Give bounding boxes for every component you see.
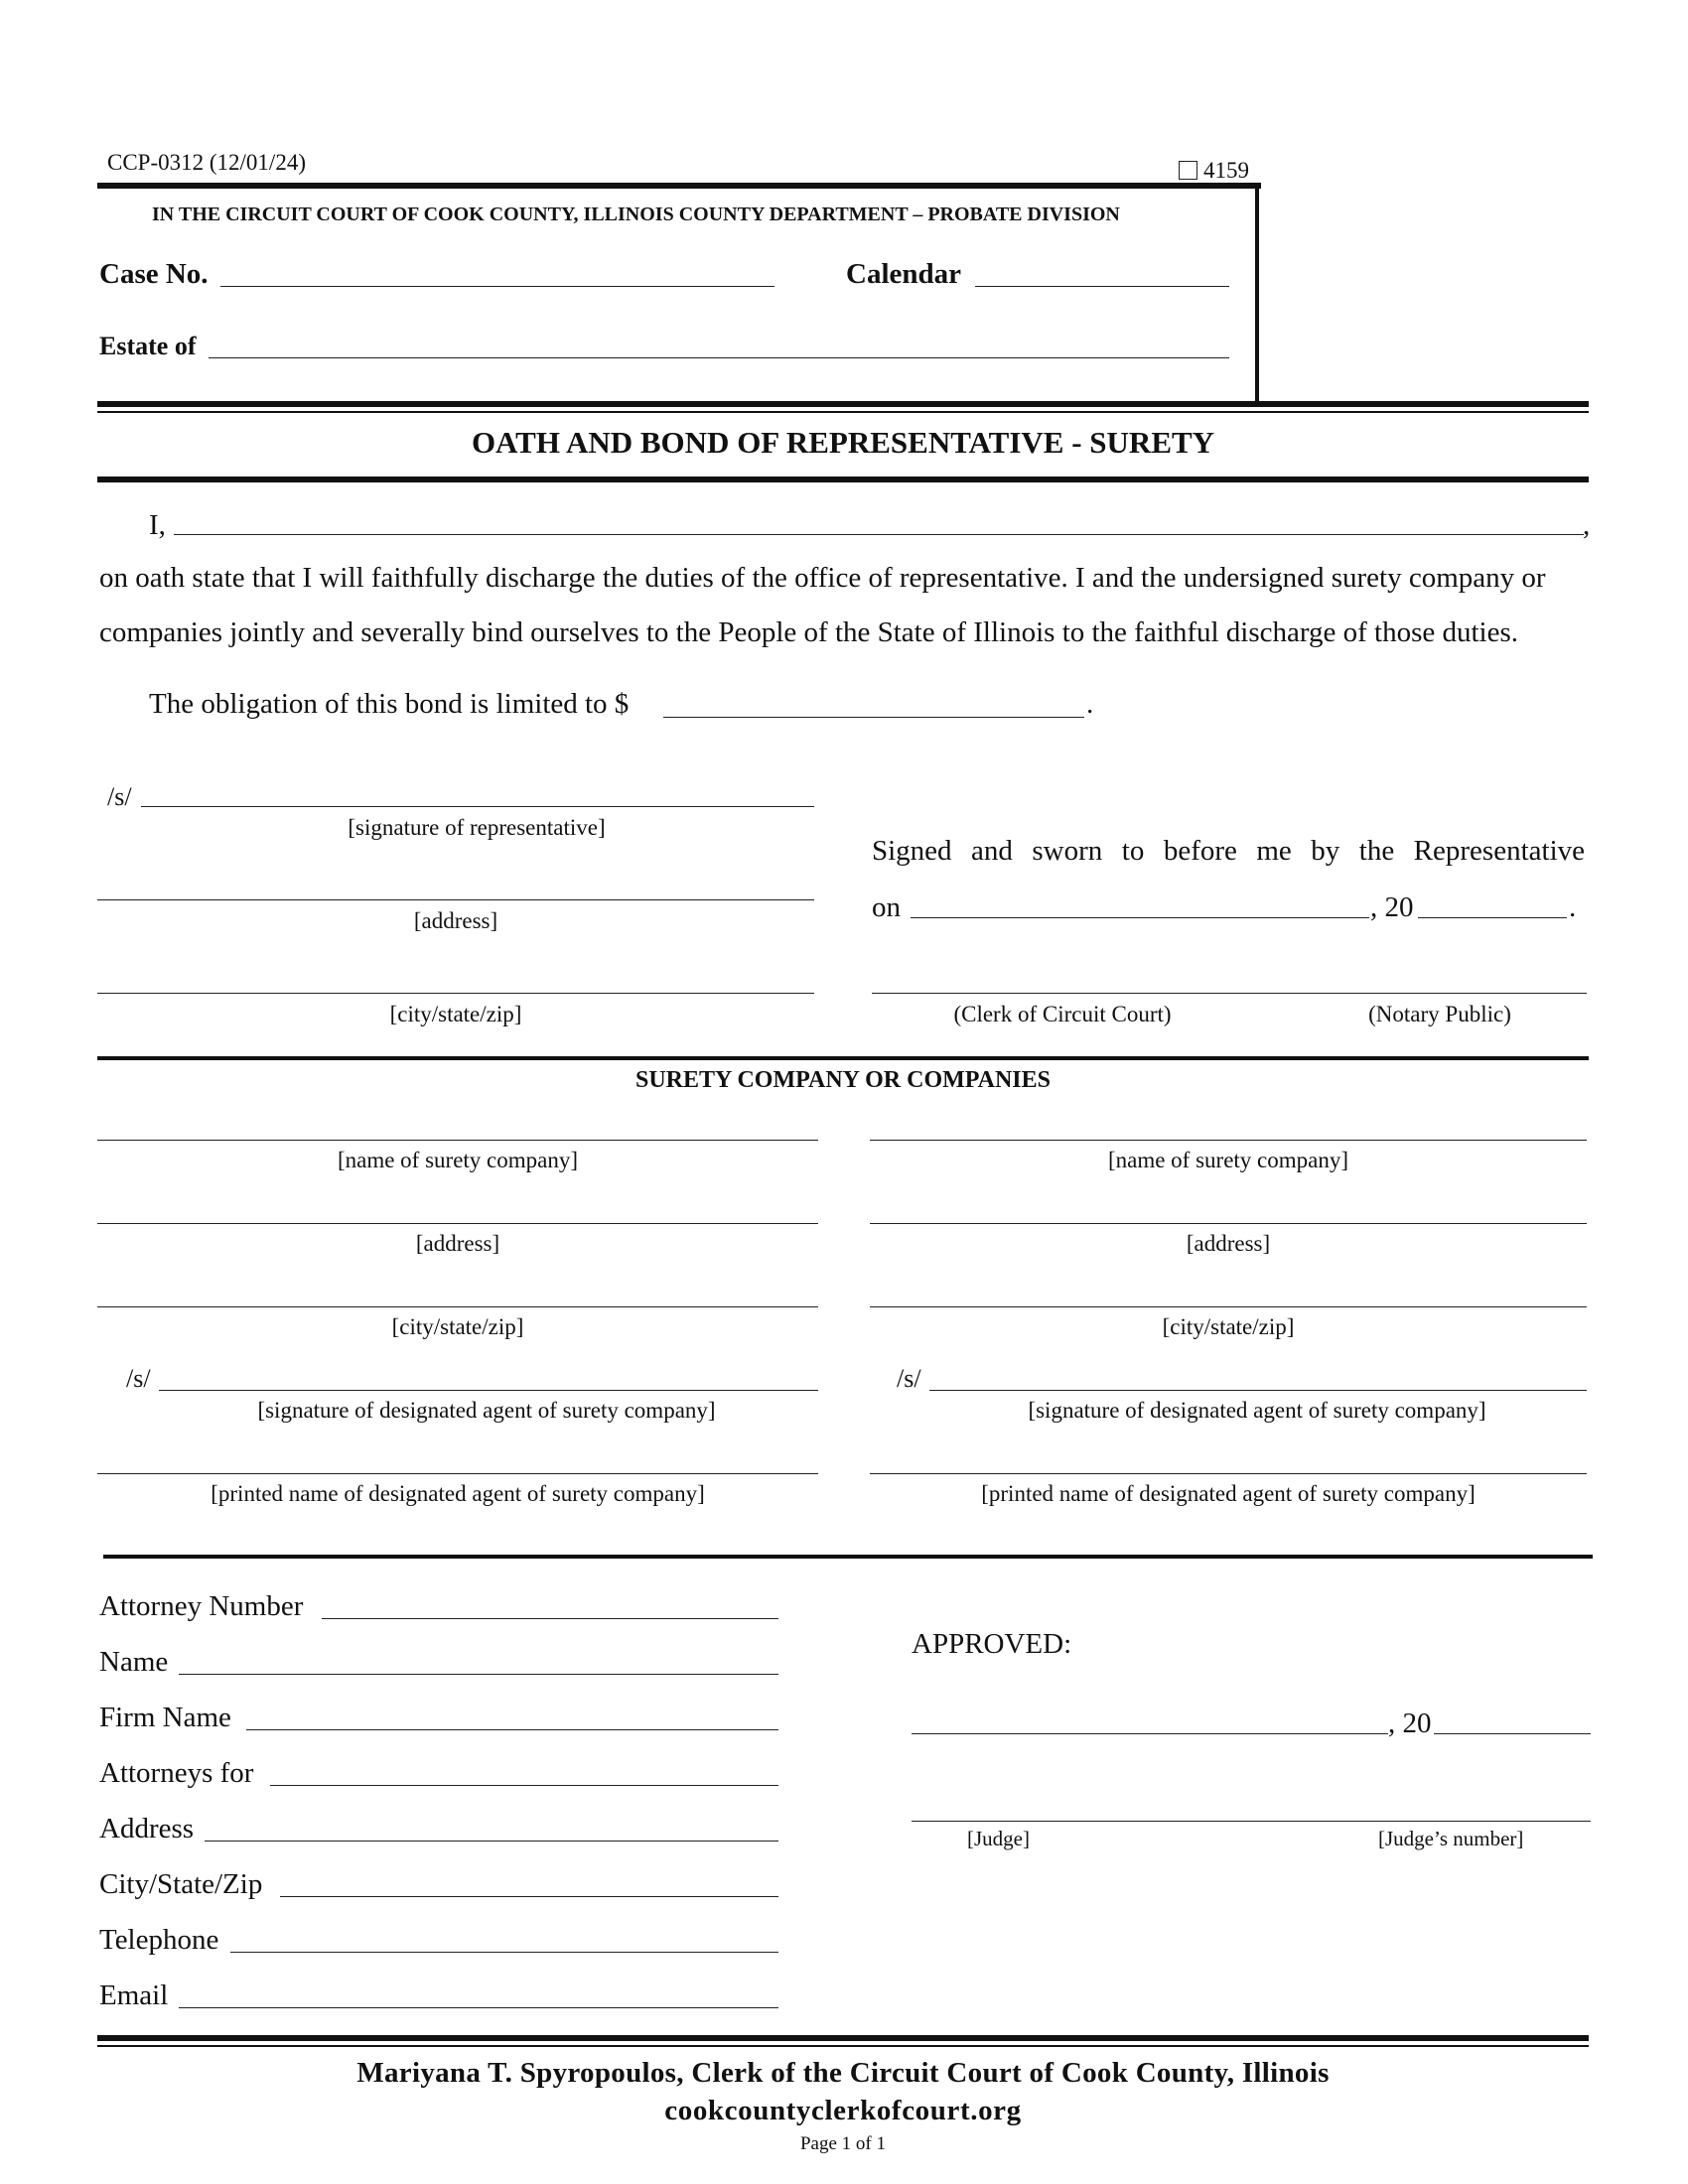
judge-caption: [Judge] [967,1827,1030,1850]
surety1-agent-signature-field[interactable] [159,1390,818,1391]
representative-address-caption: [address] [413,908,498,933]
representative-signature-caption: [signature of representative] [348,815,606,840]
attorney-email-label: Email [99,1979,169,2011]
surety1-agent-name-caption: [printed name of designated agent of surety company] [211,1481,705,1506]
surety1-agent-signature-caption: [signature of designated agent of surety company] [257,1398,716,1423]
oath-text-line2: companies jointly and severally bind ourselves to the People of the State of Illinois to the faithful discharge of those duties. [99,616,1519,648]
attorney-email-field[interactable] [179,2007,778,2008]
oath-text-line1: on oath state that I will faithfully discharge the duties of the office of representative. I and the undersigned surety company or [99,562,1546,594]
judge-signature-field[interactable] [912,1821,1591,1822]
attorneys-for-field[interactable] [270,1785,778,1786]
case-no-field[interactable] [220,286,774,287]
header-top-rule [97,183,1261,189]
surety1-s-label: /s/ [126,1364,151,1393]
representative-city-field[interactable] [97,993,814,994]
approval-year-label: , 20 [1388,1707,1432,1739]
judge-number-caption: [Judge’s number] [1378,1827,1524,1850]
representative-name-field[interactable] [174,534,1584,535]
surety2-agent-signature-field[interactable] [929,1390,1587,1391]
footer-website[interactable]: cookcountyclerkofcourt.org [664,2095,1022,2126]
surety1-address-field[interactable] [97,1223,818,1224]
surety1-name-field[interactable] [97,1140,818,1141]
form-code: CCP-0312 (12/01/24) [107,150,306,175]
calendar-field[interactable] [975,286,1229,287]
court-line: IN THE CIRCUIT COURT OF COOK COUNTY, ILLINOIS COUNTY DEPARTMENT – PROBATE DIVISION [152,204,1120,225]
sworn-line1: Signed and sworn to before me by the Representative [872,835,1585,867]
representative-address-field[interactable] [97,899,814,900]
sworn-date-field[interactable] [911,917,1369,918]
calendar-label: Calendar [846,258,961,290]
attorney-telephone-label: Telephone [99,1924,219,1956]
oath-comma: , [1583,509,1591,541]
footer-page: Page 1 of 1 [799,2133,886,2154]
surety1-name-caption: [name of surety company] [337,1148,579,1172]
form-title: OATH AND BOND OF REPRESENTATIVE - SURETY [471,425,1215,460]
obligation-period: . [1086,688,1094,720]
title-bottom-rule [97,477,1589,482]
attorney-number-label: Attorney Number [99,1590,304,1622]
representative-signature-field[interactable] [141,806,814,807]
surety1-agent-name-field[interactable] [97,1473,818,1474]
attorney-city-field[interactable] [280,1896,778,1897]
estate-field[interactable] [209,357,1229,358]
representative-city-caption: [city/state/zip] [389,1002,522,1026]
sworn-on-label: on [872,891,901,923]
form-number-checkbox[interactable] [1179,161,1197,180]
surety2-city-caption: [city/state/zip] [1162,1314,1295,1339]
firm-name-label: Firm Name [99,1702,231,1733]
surety-heading: SURETY COMPANY OR COMPANIES [635,1067,1051,1093]
estate-label: Estate of [99,332,197,360]
clerk-notary-signature-field[interactable] [872,993,1587,994]
representative-s-label: /s/ [107,782,132,811]
title-top-rule [97,401,1589,407]
attorney-address-field[interactable] [205,1841,778,1842]
title-top-rule-thin [97,411,1589,413]
surety2-agent-name-caption: [printed name of designated agent of surety company] [981,1481,1476,1506]
sworn-period: . [1569,891,1577,923]
approved-label: APPROVED: [912,1628,1072,1660]
surety1-city-field[interactable] [97,1306,818,1307]
notary-caption: (Notary Public) [1368,1002,1511,1026]
surety2-agent-name-field[interactable] [870,1473,1587,1474]
obligation-label: The obligation of this bond is limited to $ [149,688,630,720]
attorney-address-label: Address [99,1813,195,1844]
surety2-name-field[interactable] [870,1140,1587,1141]
attorney-name-field[interactable] [179,1674,778,1675]
sworn-year-field[interactable] [1418,917,1567,918]
footer-clerk-line: Mariyana T. Spyropoulos, Clerk of the Circuit Court of Cook County, Illinois [356,2057,1330,2089]
surety-top-rule [97,1056,1589,1060]
footer-top-rule [97,2035,1589,2041]
attorney-top-rule [103,1555,1593,1559]
surety2-s-label: /s/ [897,1364,921,1393]
surety2-address-field[interactable] [870,1223,1587,1224]
surety2-name-caption: [name of surety company] [1107,1148,1349,1172]
footer-top-rule-thin [97,2045,1589,2047]
surety1-address-caption: [address] [415,1231,500,1256]
surety1-city-caption: [city/state/zip] [391,1314,524,1339]
surety2-address-caption: [address] [1186,1231,1271,1256]
attorney-number-field[interactable] [322,1618,778,1619]
sworn-year-label: , 20 [1370,891,1414,923]
surety2-city-field[interactable] [870,1306,1587,1307]
bond-amount-field[interactable] [663,717,1084,718]
attorney-telephone-field[interactable] [230,1952,778,1953]
header-right-rule [1255,189,1259,401]
approval-date-field[interactable] [912,1733,1388,1734]
attorneys-for-label: Attorneys for [99,1757,254,1789]
attorney-city-label: City/State/Zip [99,1868,263,1900]
oath-i-label: I, [149,509,166,541]
firm-name-field[interactable] [246,1729,778,1730]
clerk-caption: (Clerk of Circuit Court) [953,1002,1172,1026]
case-no-label: Case No. [99,258,209,290]
approval-year-field[interactable] [1434,1733,1591,1734]
form-number: 4159 [1203,158,1249,183]
attorney-name-label: Name [99,1646,169,1678]
surety2-agent-signature-caption: [signature of designated agent of surety company] [1028,1398,1486,1423]
